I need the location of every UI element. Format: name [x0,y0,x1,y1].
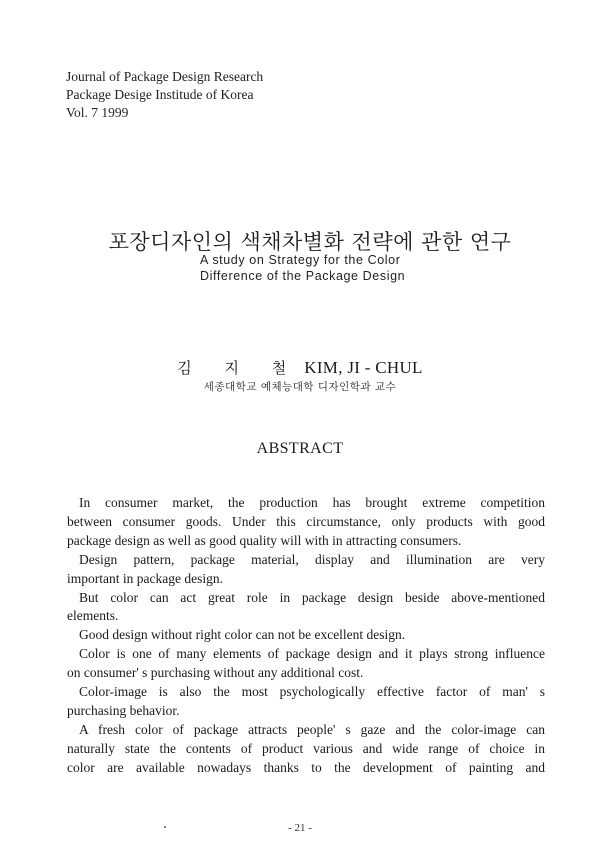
journal-name: Journal of Package Design Research [66,69,264,84]
page-number: - 21 - [288,822,312,834]
abstract-line: Design pattern, package material, display and illumination are very [79,551,545,567]
korean-title: 포장디자인의 색채차별화 전략에 관한 연구 [108,230,512,254]
abstract-line: important in package design. [67,570,223,586]
abstract-heading: ABSTRACT [256,440,344,457]
abstract-line: But color can act great role in package design beside above-mentioned [79,589,545,605]
english-title-line-1: A study on Strategy for the Color [200,253,401,267]
abstract-line: color are available nowadays thanks to the development of painting and [67,759,545,775]
journal-header [66,68,263,122]
abstract-line: purchasing behavior. [67,702,180,718]
abstract-body [67,494,545,778]
author-line [0,357,600,378]
abstract-line: Good design without right color can not be excellent design. [79,627,406,643]
abstract-line: between consumer goods. Under this circumstance, only products with good [67,513,545,529]
english-title [200,252,460,284]
journal-publisher: Package Desige Institude of Korea [66,87,254,102]
author-korean-name: 김 지 철 [177,359,301,377]
abstract-line: package design as well as good quality will with in attracting consumers. [67,532,462,548]
author-english-name: KIM, JI - CHUL [304,358,423,377]
abstract-line: on consumer' s purchasing without any additional cost. [67,665,364,681]
abstract-line: A fresh color of package attracts people' s gaze and the color-image can [79,721,545,737]
abstract-line: Color is one of many elements of package design and it plays strong influence [79,646,545,662]
abstract-line: In consumer market, the production has brought extreme competition [79,495,545,510]
english-title-line-2: Difference of the Package Design [200,269,406,283]
abstract-line: Color-image is also the most psychologically effective factor of man' s [79,684,545,700]
abstract-line: elements. [67,608,119,624]
author-affiliation: 세종대학교 예체능대학 디자인학과 교수 [203,381,397,393]
abstract-line: naturally state the contents of product various and wide range of choice in [67,740,545,756]
journal-volume: Vol. 7 1999 [66,105,129,120]
